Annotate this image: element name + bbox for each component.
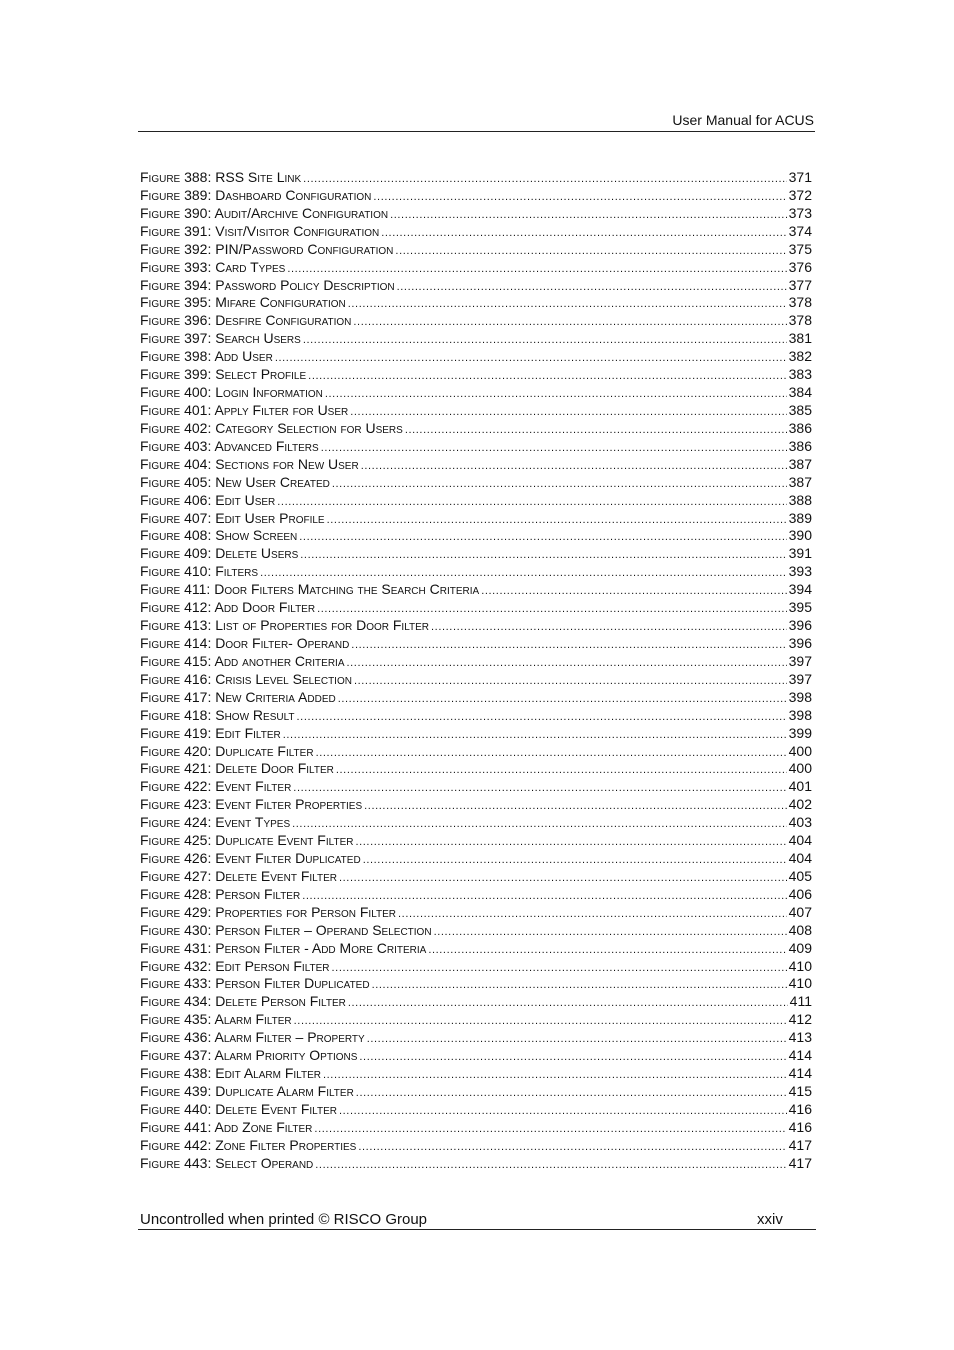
toc-entry-page: 383 [788,366,812,383]
toc-entry-label: Figure 403: Advanced Filters [140,437,319,454]
toc-entry[interactable] [140,1065,812,1083]
toc-entry-page: 396 [788,634,812,651]
toc-entry-label: Figure 390: Audit/Archive Configuration [140,204,389,221]
toc-dot-leader [339,1103,787,1121]
toc-entry-label: Figure 425: Duplicate Event Filter [140,832,354,849]
toc-entry-page: 401 [788,778,812,795]
toc-entry-page: 416 [788,1118,812,1135]
toc-entry-label: Figure 437: Alarm Priority Options [140,1047,358,1064]
toc-entry-page: 410 [788,975,812,992]
toc-dot-leader [275,350,787,368]
toc-entry-label: Figure 392: PIN/Password Configuration [140,240,394,257]
toc-dot-leader [358,1139,786,1157]
toc-entry-page: 414 [788,1047,812,1064]
toc-entry-page: 389 [788,509,812,526]
toc-dot-leader [294,1013,787,1031]
toc-entry-label: Figure 441: Add Zone Filter [140,1118,313,1135]
toc-entry[interactable] [140,241,812,259]
toc-dot-leader [350,404,786,422]
toc-entry-label: Figure 405: New User Created [140,473,330,490]
toc-entry[interactable] [140,277,812,295]
toc-entry-label: Figure 398: Add User [140,348,273,365]
toc-entry-label: Figure 414: Door Filter- Operand [140,634,350,651]
toc-dot-leader [336,762,787,780]
toc-entry-page: 378 [788,312,812,329]
toc-entry-label: Figure 393: Card Types [140,258,286,275]
toc-entry-page: 400 [788,760,812,777]
toc-entry[interactable] [140,438,812,456]
toc-entry-page: 381 [788,330,812,347]
toc-dot-leader [348,296,787,314]
toc-entry-page: 396 [788,617,812,634]
toc-dot-leader [397,279,787,297]
toc-entry[interactable] [140,689,812,707]
toc-entry[interactable] [140,778,812,796]
toc-entry-page: 409 [788,939,812,956]
toc-entry-label: Figure 439: Duplicate Alarm Filter [140,1083,354,1100]
toc-dot-leader [351,637,786,655]
toc-dot-leader [303,171,786,189]
toc-entry-label: Figure 407: Edit User Profile [140,509,325,526]
toc-entry-label: Figure 415: Add another Criteria [140,652,345,669]
toc-dot-leader [348,995,788,1013]
toc-entry-label: Figure 399: Select Profile [140,366,307,383]
toc-entry-label: Figure 412: Add Door Filter [140,599,316,616]
toc-entry[interactable] [140,527,812,545]
toc-entry-label: Figure 432: Edit Person Filter [140,957,330,974]
table-of-figures [140,169,812,1173]
toc-entry[interactable] [140,814,812,832]
toc-entry-page: 399 [788,724,812,741]
toc-dot-leader [356,1085,787,1103]
running-header-title: User Manual for ACUS [672,112,814,128]
toc-entry-page: 408 [788,921,812,938]
toc-entry-label: Figure 438: Edit Alarm Filter [140,1065,321,1082]
toc-dot-leader [292,816,787,834]
toc-entry[interactable] [140,922,812,940]
toc-entry[interactable] [140,617,812,635]
toc-entry-page: 411 [789,993,812,1010]
toc-entry-page: 382 [788,348,812,365]
toc-entry[interactable] [140,294,812,312]
toc-entry-page: 387 [788,473,812,490]
toc-entry[interactable] [140,796,812,814]
toc-entry-label: Figure 413: List of Properties for Door Filter [140,617,430,634]
toc-dot-leader [347,655,787,673]
toc-entry-page: 391 [788,545,812,562]
toc-dot-leader [372,977,787,995]
toc-entry-label: Figure 443: Select Operand [140,1154,314,1171]
toc-entry[interactable] [140,510,812,528]
toc-entry-label: Figure 410: Filters [140,563,259,580]
toc-entry-label: Figure 423: Event Filter Properties [140,796,363,813]
toc-dot-leader [315,1157,786,1175]
toc-entry-page: 403 [788,814,812,831]
toc-entry-label: Figure 434: Delete Person Filter [140,993,346,1010]
toc-dot-leader [303,332,787,350]
toc-dot-leader [277,494,786,512]
toc-entry-label: Figure 408: Show Screen [140,527,298,544]
toc-entry-label: Figure 418: Show Result [140,706,295,723]
toc-entry-page: 384 [788,384,812,401]
toc-entry-page: 372 [788,186,812,203]
toc-dot-leader [434,924,787,942]
toc-entry[interactable] [140,223,812,241]
toc-entry[interactable] [140,330,812,348]
header-divider [138,131,815,132]
toc-dot-leader [353,314,786,332]
toc-entry-page: 393 [788,563,812,580]
toc-entry[interactable] [140,1011,812,1029]
toc-entry[interactable] [140,581,812,599]
footer-page-number: xxiv [757,1211,783,1228]
toc-dot-leader [364,798,787,816]
toc-entry[interactable] [140,904,812,922]
toc-entry[interactable] [140,850,812,868]
toc-entry[interactable] [140,760,812,778]
toc-dot-leader [361,458,787,476]
toc-entry[interactable] [140,868,812,886]
toc-dot-leader [338,691,787,709]
toc-dot-leader [355,834,786,852]
toc-entry-page: 397 [788,670,812,687]
toc-entry[interactable] [140,1155,812,1173]
toc-dot-leader [332,960,787,978]
toc-dot-leader [398,906,787,924]
toc-entry-page: 388 [788,491,812,508]
toc-dot-leader [332,476,787,494]
toc-entry[interactable] [140,187,812,205]
toc-entry[interactable] [140,169,812,187]
toc-entry[interactable] [140,312,812,330]
toc-entry-label: Figure 411: Door Filters Matching the Search Criteria [140,581,480,598]
toc-entry-label: Figure 442: Zone Filter Properties [140,1136,357,1153]
footer-divider [138,1229,816,1230]
toc-entry-label: Figure 422: Event Filter [140,778,292,795]
toc-entry-label: Figure 396: Desfire Configuration [140,312,352,329]
toc-entry-page: 374 [788,222,812,239]
toc-entry[interactable] [140,940,812,958]
toc-entry[interactable] [140,402,812,420]
toc-entry-page: 377 [788,276,812,293]
toc-entry[interactable] [140,1047,812,1065]
toc-entry[interactable] [140,474,812,492]
toc-entry-label: Figure 388: RSS Site Link [140,169,302,185]
toc-entry-page: 410 [788,957,812,974]
toc-entry-page: 406 [788,885,812,902]
toc-entry[interactable] [140,545,812,563]
toc-entry[interactable] [140,492,812,510]
toc-entry[interactable] [140,420,812,438]
toc-entry-label: Figure 402: Category Selection for Users [140,419,403,436]
toc-entry-label: Figure 397: Search Users [140,330,301,347]
toc-dot-leader [293,780,786,798]
toc-dot-leader [300,547,786,565]
toc-dot-leader [373,189,786,207]
toc-entry[interactable] [140,725,812,743]
toc-entry-label: Figure 440: Delete Event Filter [140,1100,337,1117]
toc-entry-label: Figure 401: Apply Filter for User [140,401,349,418]
toc-entry-page: 390 [788,527,812,544]
toc-entry-label: Figure 409: Delete Users [140,545,299,562]
toc-entry[interactable] [140,671,812,689]
toc-entry[interactable] [140,563,812,581]
toc-entry-label: Figure 416: Crisis Level Selection [140,670,352,687]
toc-dot-leader [283,727,787,745]
toc-dot-leader [354,673,787,691]
toc-dot-leader [323,1067,787,1085]
toc-entry[interactable] [140,456,812,474]
toc-entry[interactable] [140,1029,812,1047]
toc-entry[interactable] [140,886,812,904]
toc-entry-label: Figure 426: Event Filter Duplicated [140,850,361,867]
toc-entry-page: 417 [788,1154,812,1171]
toc-entry[interactable] [140,1083,812,1101]
toc-entry-page: 412 [788,1011,812,1028]
toc-entry[interactable] [140,653,812,671]
toc-dot-leader [327,512,787,530]
toc-entry-page: 394 [788,581,812,598]
toc-entry-page: 398 [788,706,812,723]
toc-entry-label: Figure 427: Delete Event Filter [140,867,337,884]
toc-dot-leader [390,207,787,225]
toc-dot-leader [431,619,787,637]
toc-entry[interactable] [140,743,812,761]
toc-entry-label: Figure 428: Person Filter [140,885,301,902]
toc-entry-label: Figure 420: Duplicate Filter [140,742,314,759]
toc-entry[interactable] [140,348,812,366]
toc-entry-label: Figure 395: Mifare Configuration [140,294,346,311]
toc-entry-page: 407 [788,903,812,920]
toc-entry-label: Figure 433: Person Filter Duplicated [140,975,370,992]
toc-entry-label: Figure 429: Properties for Person Filter [140,903,397,920]
toc-entry-page: 404 [788,850,812,867]
toc-entry-page: 400 [788,742,812,759]
toc-dot-leader [428,942,786,960]
toc-entry[interactable] [140,384,812,402]
toc-entry-label: Figure 400: Login Information [140,384,323,401]
toc-entry-page: 375 [788,240,812,257]
toc-entry-page: 385 [788,401,812,418]
toc-dot-leader [316,745,787,763]
toc-entry-page: 378 [788,294,812,311]
toc-dot-leader [339,870,787,888]
toc-entry[interactable] [140,599,812,617]
toc-dot-leader [299,529,786,547]
toc-dot-leader [363,852,787,870]
toc-dot-leader [367,1031,787,1049]
toc-dot-leader [381,225,786,243]
toc-entry-label: Figure 435: Alarm Filter [140,1011,292,1028]
toc-entry-page: 371 [788,169,812,185]
toc-entry-label: Figure 424: Event Types [140,814,291,831]
toc-entry-page: 415 [788,1083,812,1100]
toc-entry-label: Figure 436: Alarm Filter – Property [140,1029,365,1046]
toc-dot-leader [405,422,787,440]
toc-entry[interactable] [140,832,812,850]
toc-dot-leader [314,1121,786,1139]
toc-entry-page: 387 [788,455,812,472]
toc-entry-page: 398 [788,688,812,705]
toc-entry[interactable] [140,1119,812,1137]
toc-entry[interactable] [140,958,812,976]
toc-dot-leader [395,243,786,261]
toc-entry[interactable] [140,993,812,1011]
toc-dot-leader [297,709,787,727]
toc-entry[interactable] [140,259,812,277]
toc-entry-page: 376 [788,258,812,275]
toc-entry[interactable] [140,1101,812,1119]
toc-entry[interactable] [140,707,812,725]
toc-dot-leader [308,368,786,386]
toc-entry-page: 404 [788,832,812,849]
toc-entry-label: Figure 430: Person Filter – Operand Selection [140,921,432,938]
toc-entry-label: Figure 404: Sections for New User [140,455,359,472]
toc-entry-page: 416 [788,1100,812,1117]
toc-entry-label: Figure 406: Edit User [140,491,276,508]
toc-entry-label: Figure 431: Person Filter - Add More Criteria [140,939,427,956]
toc-entry-page: 386 [788,437,812,454]
toc-entry[interactable] [140,635,812,653]
toc-entry[interactable] [140,975,812,993]
toc-dot-leader [481,583,786,601]
toc-entry-page: 402 [788,796,812,813]
toc-entry-page: 413 [788,1029,812,1046]
toc-dot-leader [359,1049,786,1067]
toc-entry-page: 417 [788,1136,812,1153]
toc-entry[interactable] [140,205,812,223]
toc-entry-page: 395 [788,599,812,616]
toc-dot-leader [325,386,787,404]
toc-entry-page: 386 [788,419,812,436]
toc-entry-label: Figure 421: Delete Door Filter [140,760,334,777]
toc-entry-label: Figure 391: Visit/Visitor Configuration [140,222,380,239]
toc-entry[interactable] [140,366,812,384]
footer-copyright: Uncontrolled when printed © RISCO Group [140,1211,428,1228]
toc-entry-page: 397 [788,652,812,669]
toc-dot-leader [321,440,787,458]
toc-entry-label: Figure 389: Dashboard Configuration [140,186,372,203]
toc-entry-label: Figure 394: Password Policy Description [140,276,395,293]
toc-entry-label: Figure 419: Edit Filter [140,724,281,741]
toc-entry-page: 373 [788,204,812,221]
toc-entry-page: 405 [788,867,812,884]
toc-entry[interactable] [140,1137,812,1155]
toc-entry-page: 414 [788,1065,812,1082]
toc-entry-label: Figure 417: New Criteria Added [140,688,336,705]
